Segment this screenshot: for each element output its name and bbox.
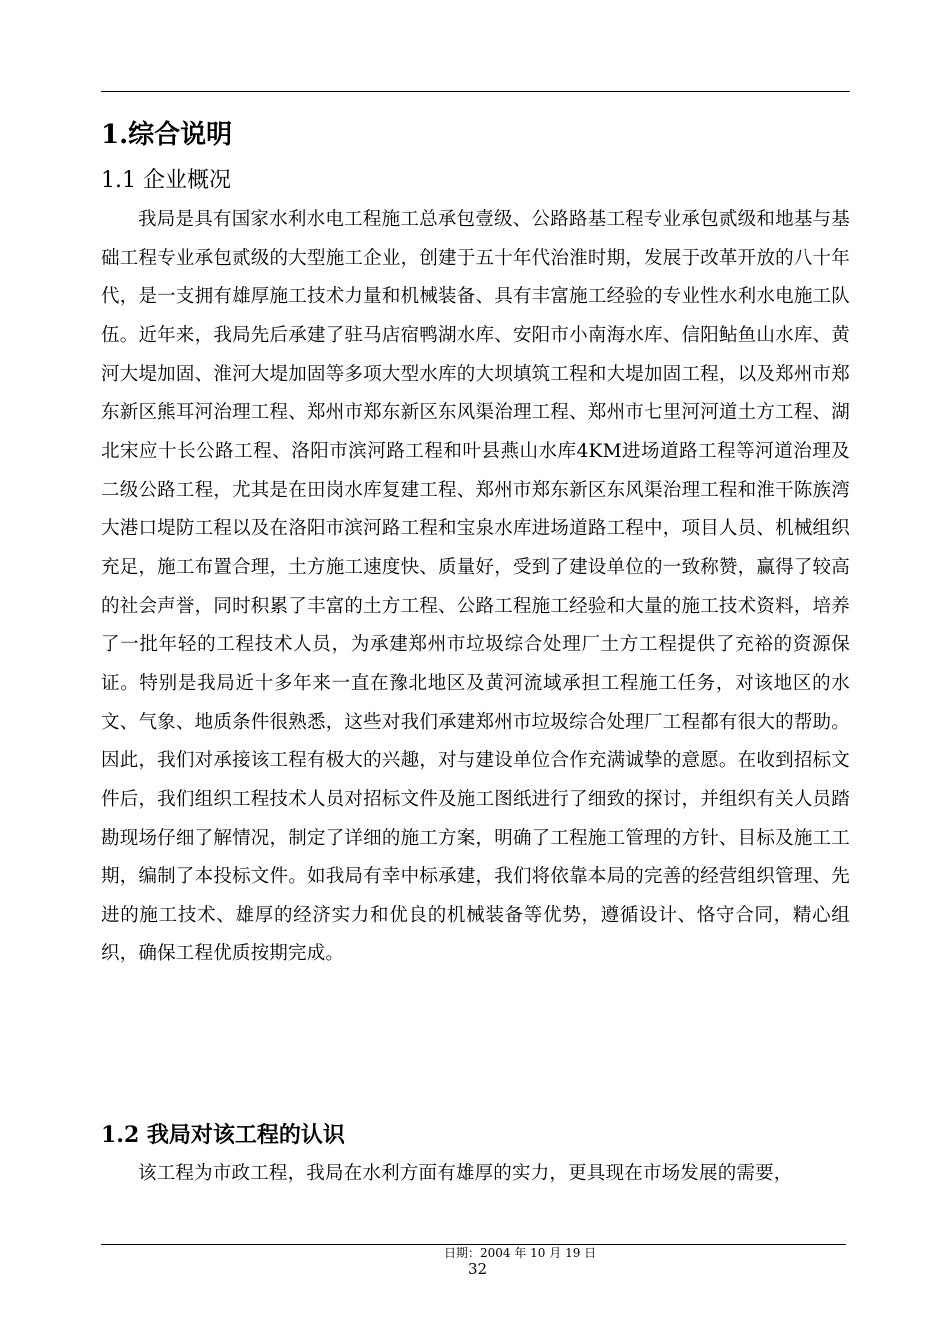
footer-date: 日期：2004 年 10 月 19 日 (444, 1246, 597, 1260)
section-heading-company-overview: 1.1 企业概况 (101, 168, 231, 193)
chapter-heading: 1.综合说明 (101, 120, 233, 150)
page-number: 32 (468, 1260, 488, 1278)
project-understanding-paragraph: 该工程为市政工程，我局在水利方面有雄厚的实力，更具现在市场发展的需要， (138, 1163, 793, 1184)
header-rule (101, 91, 850, 92)
section-heading-project-understanding: 1.2 我局对该工程的认识 (101, 1122, 345, 1148)
footer-rule (101, 1244, 846, 1245)
company-overview-paragraph: 我局是具有国家水利水电工程施工总承包壹级、公路路基工程专业承包贰级和地基与基础工程专业承包贰级的大型施工企业，创建于五十年代治淮时期，发展于改革开放的八十年代，是一支拥有雄厚施工技术力量和机械装备、具有丰富施工经验的专业性水利水电施工队伍。近年来，我局先后承建了驻马店宿鸭湖水库、安阳市小南海水库、信阳鲇鱼山水库、黄河大堤加固、淮河大堤加固等多项大型水库的大坝填筑工程和大堤加固工程，以及郑州市郑东新区熊耳河治理工程、郑州市郑东新区东风渠治理工程、郑州市七里河河道土方工程、湖北宋应十长公路工程、洛阳市滨河路工程和叶县燕山水库4KM进场道路工程等河道治理及二级公路工程，尤其是在田岗水库复建工程、郑州市郑东新区东风渠治理工程和淮干陈族湾大港口堤防工程以及在洛阳市滨河路工程和宝泉水库进场道路工程中，项目人员、机械组织充足，施工布置合理，土方施工速度快、质量好，受到了建设单位的一致称赞，赢得了较高的社会声誉，同时积累了丰富的土方工程、公路工程施工经验和大量的施工技术资料，培养了一批年轻的工程技术人员，为承建郑州市垃圾综合处理厂土方工程提供了充裕的资源保证。特别是我局近十多年来一直在豫北地区及黄河流域承担工程施工任务，对该地区的水文、气象、地质条件很熟悉，这些对我们承建郑州市垃圾综合处理厂工程都有很大的帮助。因此，我们对承接该工程有极大的兴趣，对与建设单位合作充满诚挚的意愿。在收到招标文件后，我们组织工程技术人员对招标文件及施工图纸进行了细致的探讨，并组织有关人员踏勘现场仔细了解情况，制定了详细的施工方案，明确了工程施工管理的方针、目标及施工工期，编制了本投标文件。如我局有幸中标承建，我们将依靠本局的完善的经营组织管理、先进的施工技术、雄厚的经济实力和优良的机械装备等优势，遵循设计、恪守合同，精心组织，确保工程优质按期完成。 (101, 209, 850, 965)
